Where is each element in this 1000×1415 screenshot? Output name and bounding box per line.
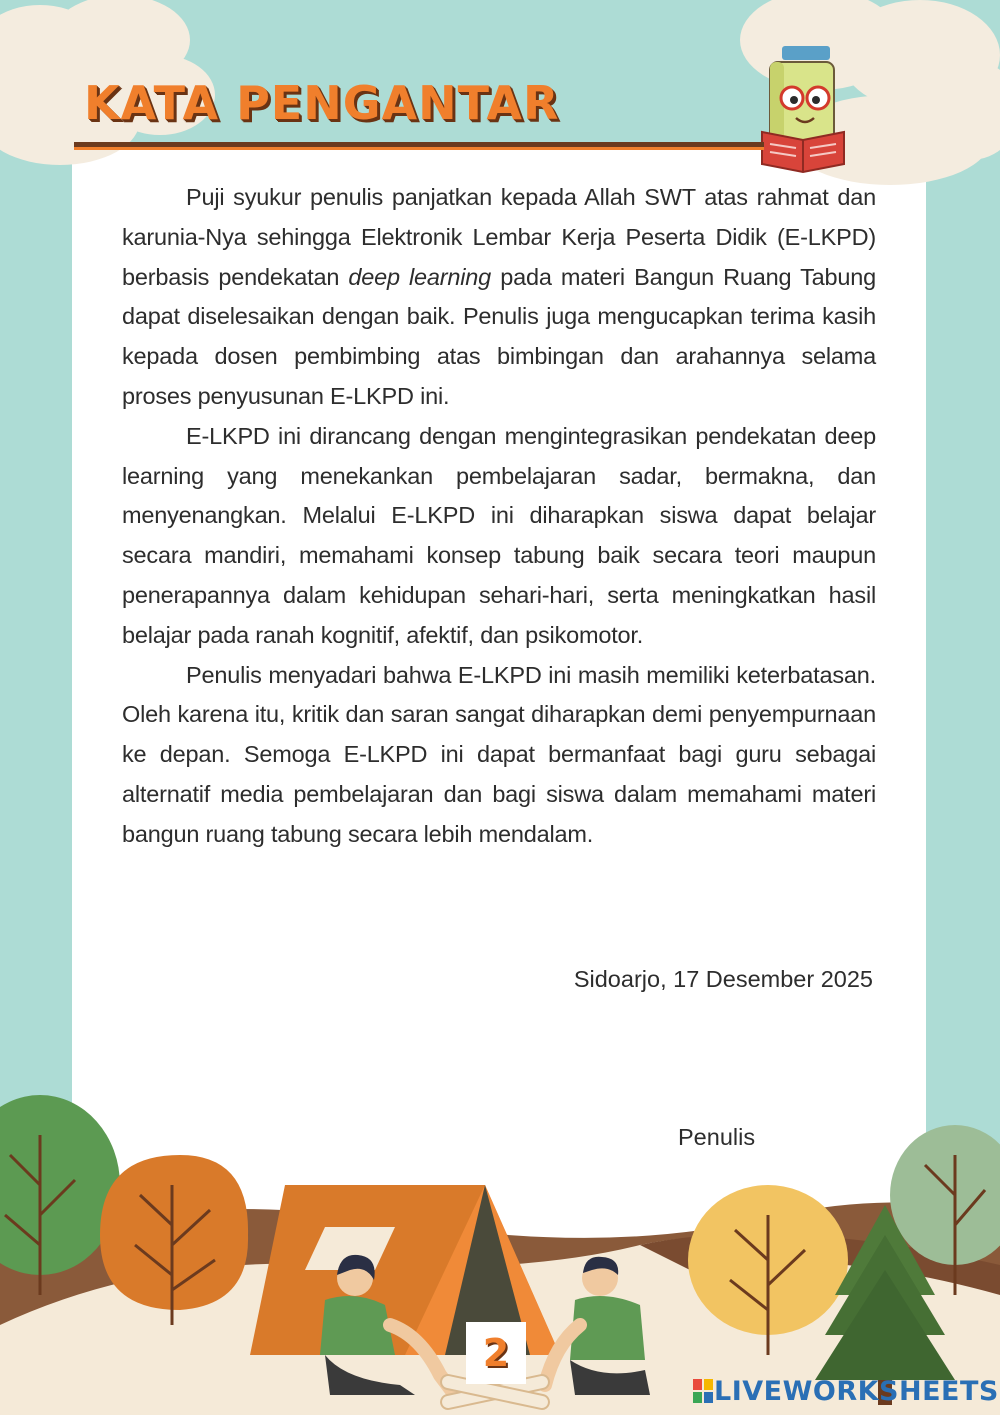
paragraph-1 [122, 178, 876, 417]
place-date: Sidoarjo, 17 Desember 2025 [573, 966, 873, 992]
paragraph-1-text-b: pada materi Bangun Ruang Tabung dapat diselesaikan dengan baik. Penulis juga mengucapkan terima kasih kepada dosen pembimbing atas bimbingan dan arahannya selama proses penyusunan E-LKPD ini. [122, 263, 876, 409]
liveworksheets-watermark [692, 1374, 999, 1408]
page-number: 2 [466, 1322, 526, 1384]
paragraph-2: E-LKPD ini dirancang dengan mengintegrasikan pendekatan deep learning yang menekankan pembelajaran sadar, bermakna, dan menyenangkan. Melalui E-LKPD ini diharapkan siswa dapat belajar secara mandiri, memahami konsep tabung baik secara teori maupun penerapannya dalam kehidupan sehari-hari, serta meningkatkan hasil belajar pada ranah kognitif, afektif, dan psikomotor. [122, 422, 876, 648]
signature: Penulis [678, 1124, 756, 1150]
paragraph-3: Penulis menyadari bahwa E-LKPD ini masih memiliki keterbatasan. Oleh karena itu, kritik dan saran sangat diharapkan demi penyempurnaan ke depan. Semoga E-LKPD ini dapat bermanfaat bagi guru sebagai alternatif media pembelajaran dan bagi siswa dalam memahami materi bangun ruang tabung secara lebih mendalam. [122, 661, 876, 847]
paragraph-1-text-a: Puji syukur penulis panjatkan kepada Allah SWT atas rahmat dan karunia-Nya sehingga Elektronik Lembar Kerja Peserta Didik (E-LKPD) berbasis pendekatan [122, 184, 876, 290]
watermark-text: LIVEWORKSHEETS [714, 1375, 999, 1407]
title-underline-accent [74, 147, 764, 150]
liveworksheets-logo-icon [692, 1378, 714, 1404]
paragraph-1-italic-term: deep learning [348, 263, 492, 290]
body-text [122, 178, 876, 855]
page-title: KATA PENGANTAR [84, 76, 560, 130]
book-mascot-icon [748, 40, 858, 175]
